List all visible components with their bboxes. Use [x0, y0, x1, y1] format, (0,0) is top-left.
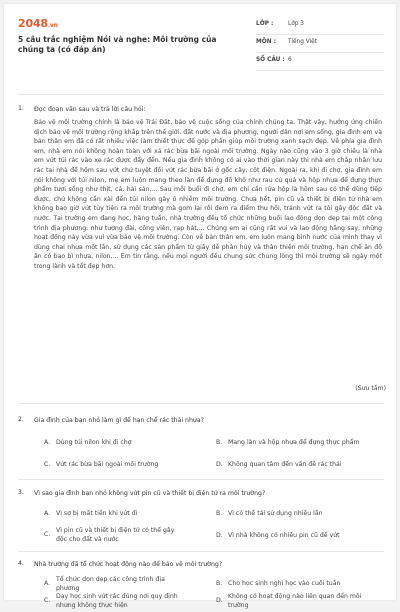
- option-key: C.: [44, 461, 51, 468]
- option-key: D.: [216, 597, 223, 604]
- option-text: Vì sợ bị mất tiền khi vứt đi: [56, 510, 138, 517]
- question-text: Đọc đoạn văn sau và trả lời câu hỏi:: [34, 106, 146, 113]
- option-key: A.: [44, 439, 51, 446]
- meta-label: LỚP :: [256, 21, 274, 27]
- meta-row-grade: [256, 17, 384, 35]
- option-c[interactable]: [44, 592, 194, 612]
- option-text: Dùng túi nilon khi đi chợ: [56, 439, 132, 446]
- meta-value: Tiếng Việt: [288, 39, 318, 45]
- option-text: Vì nhà không có nhiều pin cũ để vứt: [228, 532, 340, 539]
- question-text: Nhà trường đã tổ chức hoạt động nào để bảo vệ môi trường?: [34, 561, 223, 568]
- option-key: D.: [216, 532, 223, 539]
- question-divider: [18, 551, 384, 552]
- header-divider: [18, 94, 384, 95]
- question-number: 4.: [18, 560, 24, 567]
- site-logo[interactable]: [18, 17, 58, 30]
- question-text: Gia đình của bạn nhỏ làm gì để hạn chế rác thải nhựa?: [34, 417, 204, 424]
- document-header: [18, 17, 384, 85]
- question-number: 1.: [18, 105, 24, 112]
- option-key: A.: [44, 580, 51, 587]
- option-text: Vì có thể tái sử dụng nhiều lần: [228, 510, 323, 517]
- option-text: Vì pin cũ và thiết bị điện tử có thể gây độc cho đất và nước: [56, 527, 175, 543]
- option-key: B.: [216, 580, 223, 587]
- option-c[interactable]: [44, 526, 194, 546]
- option-text: Mang làn và hộp nhựa để đựng thực phẩm: [228, 439, 360, 446]
- option-key: C.: [44, 597, 51, 604]
- meta-row-count: [256, 53, 384, 71]
- meta-value: Lớp 3: [288, 21, 304, 27]
- meta-row-subject: [256, 35, 384, 53]
- question-divider: [18, 403, 384, 404]
- option-text: Cho học sinh nghỉ học vào cuối tuần: [228, 580, 341, 587]
- option-key: B.: [216, 439, 223, 446]
- option-d[interactable]: [216, 592, 381, 612]
- option-text: Vứt rác bừa bãi ngoài môi trường: [56, 461, 159, 468]
- passage-source: (Sưu tầm): [355, 385, 386, 392]
- option-key: B.: [216, 510, 223, 517]
- document-page: [4, 4, 396, 609]
- question-number: 3.: [18, 489, 24, 496]
- option-key: D.: [216, 461, 223, 468]
- document-title: 5 câu trắc nghiệm Nói và nghe: Môi trường của chúng ta (có đáp án): [18, 35, 217, 54]
- option-key: A.: [44, 510, 51, 517]
- question-divider: [18, 479, 384, 480]
- option-key: C.: [44, 531, 51, 538]
- question-number: 2.: [18, 416, 24, 423]
- option-text: Tổ chức dọn dẹp các công trình địa phương: [56, 576, 165, 592]
- meta-label: MÔN :: [256, 39, 276, 45]
- option-text: Không quan tâm đến vấn đề rác thải: [228, 461, 342, 468]
- question-text: Vì sao gia đình bạn nhỏ không vứt pin cũ và thiết bị điện tử ra môi trường?: [34, 490, 266, 497]
- option-text: Dạy học sinh vứt rác đúng nơi quy định nhưng không thực hiện: [56, 593, 178, 609]
- logo-suffix: .vn: [47, 22, 58, 29]
- meta-label: SỐ CÂU :: [256, 57, 285, 63]
- meta-value: 6: [288, 57, 292, 63]
- option-text: Không có hoạt động nào liên quan đến môi trường: [228, 593, 362, 609]
- reading-passage: Bảo vệ môi trường chính là bảo vệ Trái Đất, bảo vệ cuộc sống của chính chúng ta. Thật vậy, hưởng ứng chiến dịch bảo vệ môi trường rộng khắp trên thế giới, đất nước và địa phương, người dân nơi em sống, gia đình em và bản thân em đã có rất nhiều việc làm thiết thực để góp phần giúp môi trường xanh sạch đẹp. Về phía gia đình em, nhà em nói không hoàn toàn với xả rác bừa bãi ngoài môi trường. Ngày nào cũng vào 3 giờ chiều là nhà em vứt túi rác vào xe rác được đẩy đến. Nếu gia đình không có ai vào thời gian này thì nhà em chắp nhận lưu rác tại nhà để hôm sau vứt chứ tuyệt đối vứt rác bừa bãi ở gốc cây, cột điện. Ngoài ra, khi đi chợ, gia đình em nói không với túi nilon, mẹ em luôn mang theo làn để đựng đồ khô như rau củ quả và hộp nhựa để đựng thực phẩm tươi sống như thịt, cá, hải sản,... Sau mỗi buổi đi chợ, em chỉ cần rửa hộp là hôm sau có thể dùng tiếp được, chứ không cần xài đến túi nilon gây ô nhiễm môi trường. Chưa hết, pin cũ và thiết bị điện tử nhà em không bao giờ vứt tùy tiện ra môi trường mà gom lại rồi đem ra điểm thu hồi, tránh vứt ra tôi gây độc đất và nước. Tại trường em đang học, hàng tuần, nhà trường đều tổ chức những buổi lao động dọn dẹp tại một công trình địa phương: như tượng đài, công viên, rạp hát,... Chúng em ai cũng rất vui và lao động hăng say, những hoạt động này vừa vui vừa bảo vệ môi trường. Còn về bản thân em, em luôn mang bình nước của mình thay vì dùng chai nhựa một lần, sử dụng các sản phẩm từ giấy dễ phân hủy và thân thiện môi trường, hạn chế ăn đồ ăn có bao bì nhựa, nilon,... Em tin rằng, nếu mọi người đều chung sức chung lòng thì môi trường sẽ ngày một trong lành và tốt đẹp hơn.: [34, 119, 382, 270]
- document-meta: [256, 17, 384, 71]
- logo-main: 2048: [18, 17, 48, 30]
